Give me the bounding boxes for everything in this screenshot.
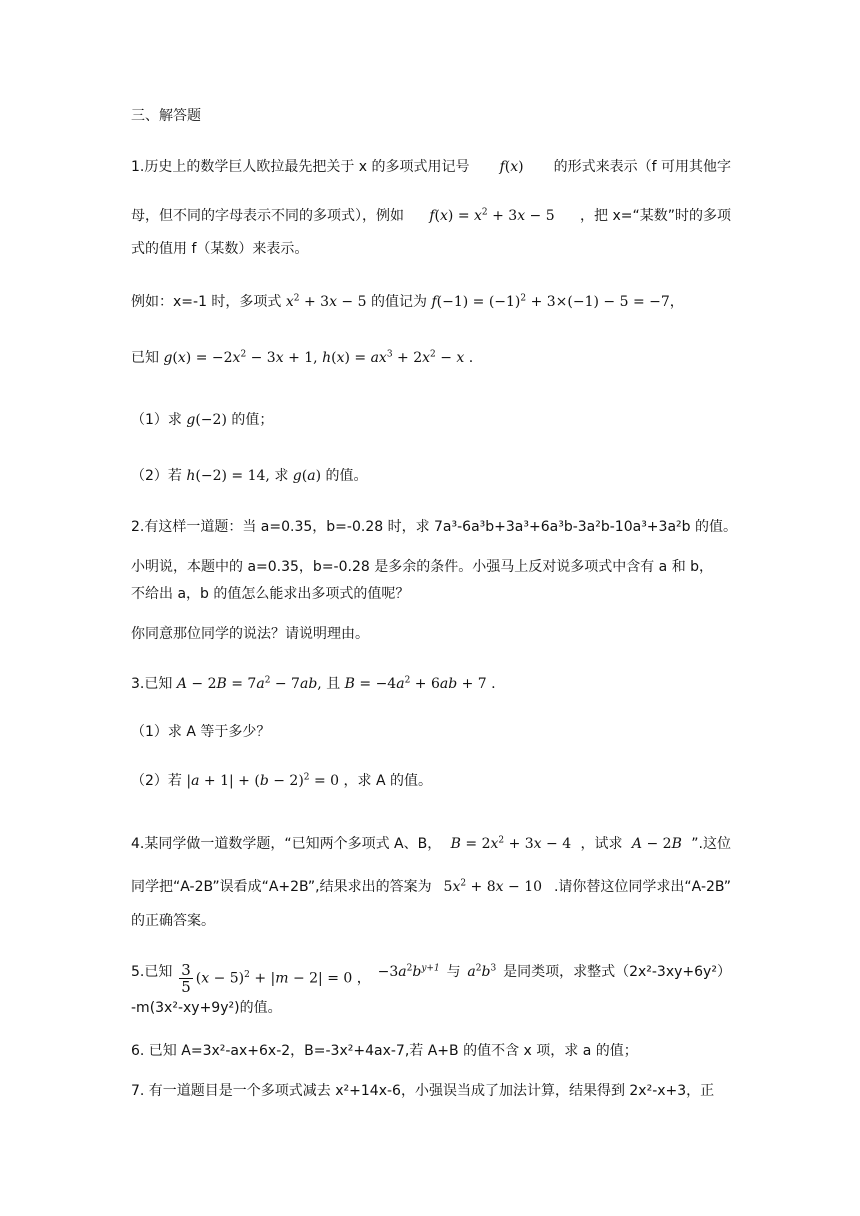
q1-sub-1: （1）求 g(−2) 的值；: [131, 412, 274, 428]
formula-abs-condition: $|a + 1| + (b - 2)^2 = 0$: [186, 772, 340, 789]
formula-fx-example: $f(x) = x^2 + 3x - 5$: [429, 207, 555, 224]
q1-line-2: 母，但不同的字母表示不同的多项式），例如 $f(x) = x^2 + 3x - 5$ ，把 x=“某数”时的多项: [131, 207, 731, 224]
formula-b-def: $B = -4a^2 + 6ab + 7$ .: [344, 675, 496, 692]
formula-wrong-answer: $5x^2 + 8x - 10$: [443, 878, 543, 895]
formula-g-a: g(a): [292, 468, 322, 484]
q5-line-1: 5.已知 $\frac{3}{5}$ $(x - 5)^2 + |m - 2| = 0$ ， $-3a^2b^{y+1}$ 与 $a^2b^3$ 是同类项，求整式（2x²-3xy+6y²）: [131, 961, 731, 996]
q1-given-line: 已知 $g(x) = -2x^2 - 3x + 1$, $h(x) = ax^3 + 2x^2 - x$ .: [131, 349, 474, 366]
q2-line-1: 2.有这样一道题：当 a=0.35，b=-0.28 时，求 7a³-6a³b+3a³+6a³b-3a²b-10a³+3a²b 的值。: [131, 519, 737, 535]
q3-line-1: 3.已知 $A - 2B = 7a^2 - 7ab$, 且 $B = -4a^2 + 6ab + 7$ .: [131, 675, 496, 692]
formula-poly: $x^2 + 3x - 5$: [285, 293, 367, 310]
q7-line-1: 7. 有一道题目是一个多项式减去 x²+14x-6，小强误当成了加法计算，结果得到 2x²-x+3，正: [131, 1083, 715, 1099]
q2-line-4: 你同意那位同学的说法？请说明理由。: [131, 626, 369, 642]
q1-example-line: 例如：x=-1 时，多项式 $x^2 + 3x - 5$ 的值记为 $f(-1) = (-1)^2 + 3\times(-1) - 5 = -7$，: [131, 293, 684, 310]
formula-a-2b: A − 2B: [631, 836, 682, 852]
q5-line-2: -m(3x²-xy+9y²)的值。: [131, 1000, 282, 1016]
q1-line-1: 1.历史上的数学巨人欧拉最先把关于 x 的多项式用记号 f(x) 的形式来表示（f 可用其他字: [131, 159, 731, 175]
q3-sub-2: （2）若 $|a + 1| + (b - 2)^2 = 0$ ，求 A 的值。: [131, 772, 432, 789]
formula-a-minus-2b: $A - 2B = 7a^2 - 7ab$,: [176, 675, 322, 692]
formula-g-minus-2: g(−2): [186, 412, 227, 428]
q2-line-3: 不给出 a，b 的值怎么能求出多项式的值呢？: [131, 586, 410, 602]
formula-fx: f(x): [499, 159, 524, 175]
q3-sub-1: （1）求 A 等于多少？: [131, 724, 271, 740]
q2-line-2: 小明说，本题中的 a=0.35，b=-0.28 是多余的条件。小强马上反对说多项式中含有 a 和 b，: [131, 559, 714, 575]
formula-like-term-2: $a^2b^3$: [467, 963, 497, 980]
q1-sub-2: （2）若 h(−2) = 14, 求 g(a) 的值。: [131, 468, 368, 484]
q4-line-1: 4.某同学做一道数学题，“已知两个多项式 A、B， $B = 2x^2 + 3x - 4$ ，试求 A − 2B ”.这位: [131, 835, 731, 852]
formula-b-poly: $B = 2x^2 + 3x - 4$: [450, 835, 572, 852]
q1-line-3: 式的值用 f（某数）来表示。: [131, 241, 309, 257]
formula-h-minus-2: h(−2) = 14,: [186, 468, 270, 484]
formula-f-minus-1: $f(-1) = (-1)^2 + 3\times(-1) - 5 = -7$: [431, 293, 670, 310]
section-title: 三、解答题: [131, 108, 201, 124]
formula-gx-hx: $g(x) = -2x^2 - 3x + 1$, $h(x) = ax^3 + 2x^2 - x$ .: [163, 349, 474, 366]
formula-like-term-1: $-3a^2b^{y+1}$: [377, 963, 440, 980]
q4-line-3: 的正确答案。: [131, 913, 215, 929]
q4-line-2: 同学把“A-2B”误看成“A+2B”,结果求出的答案为 $5x^2 + 8x - 10$ .请你替这位同学求出“A-2B”: [131, 878, 731, 895]
q6-line-1: 6. 已知 A=3x²-ax+6x-2，B=-3x²+4ax-7,若 A+B 的值不含 x 项，求 a 的值；: [131, 1043, 638, 1059]
formula-frac-condition: $\frac{3}{5}$ $(x - 5)^2 + |m - 2| = 0$ ，: [181, 961, 371, 996]
